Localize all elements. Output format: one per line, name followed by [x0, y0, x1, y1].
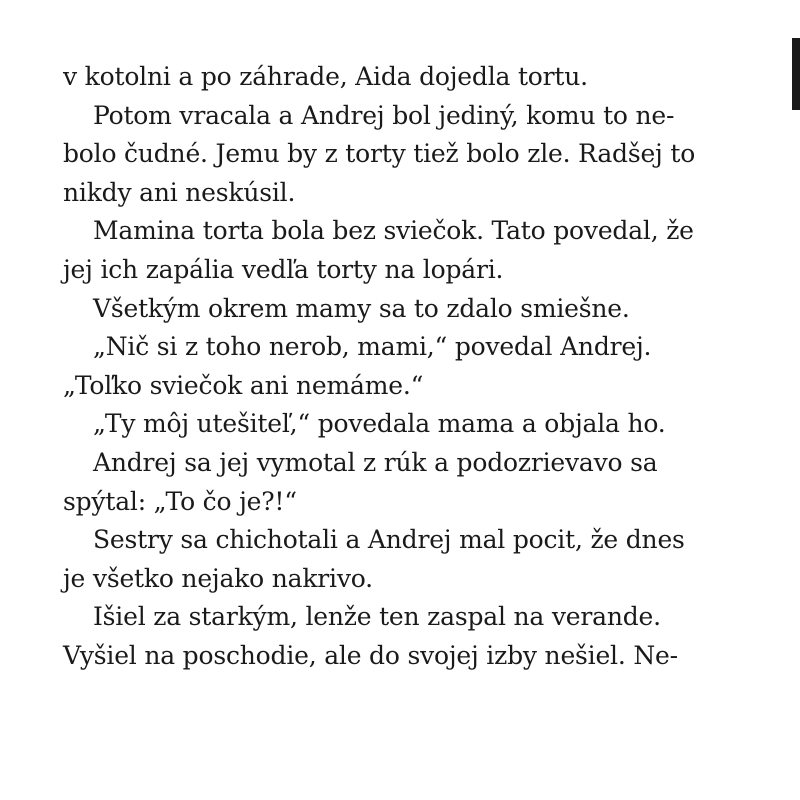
page-edge-mark [792, 38, 800, 110]
text-line-7: Všetkým okrem mamy sa to zdalo smiešne. [93, 293, 630, 323]
text-line-4: nikdy ani neskúsil. [63, 177, 296, 207]
text-line-10: „Ty môj utešiteľ,“ povedala mama a objala ho. [93, 409, 666, 439]
text-line-3: bolo čudné. Jemu by z torty tiež bolo zle. Radšej to [63, 139, 696, 169]
body-text [63, 58, 723, 676]
text-line-12: spýtal: „To čo je?!“ [63, 486, 297, 516]
text-line-11: Andrej sa jej vymotal z rúk a podozrievavo sa [93, 447, 658, 477]
text-line-8: „Nič si z toho nerob, mami,“ povedal Andrej. [93, 332, 652, 362]
text-line-6: jej ich zapália vedľa torty na lopári. [63, 254, 504, 284]
text-line-13: Sestry sa chichotali a Andrej mal pocit, že dnes [93, 525, 685, 555]
text-line-5: Mamina torta bola bez sviečok. Tato povedal, že [93, 216, 694, 246]
text-line-9: „Toľko sviečok ani nemáme.“ [63, 370, 424, 400]
text-line-15: Išiel za starkým, lenže ten zaspal na verande. [93, 602, 661, 632]
text-line-16: Vyšiel na poschodie, ale do svojej izby nešiel. Ne- [63, 640, 678, 670]
text-line-14: je všetko nejako nakrivo. [63, 563, 373, 593]
text-line-1: v kotolni a po záhrade, Aida dojedla tortu. [63, 62, 588, 91]
text-line-2: Potom vracala a Andrej bol jediný, komu to ne- [93, 100, 675, 130]
